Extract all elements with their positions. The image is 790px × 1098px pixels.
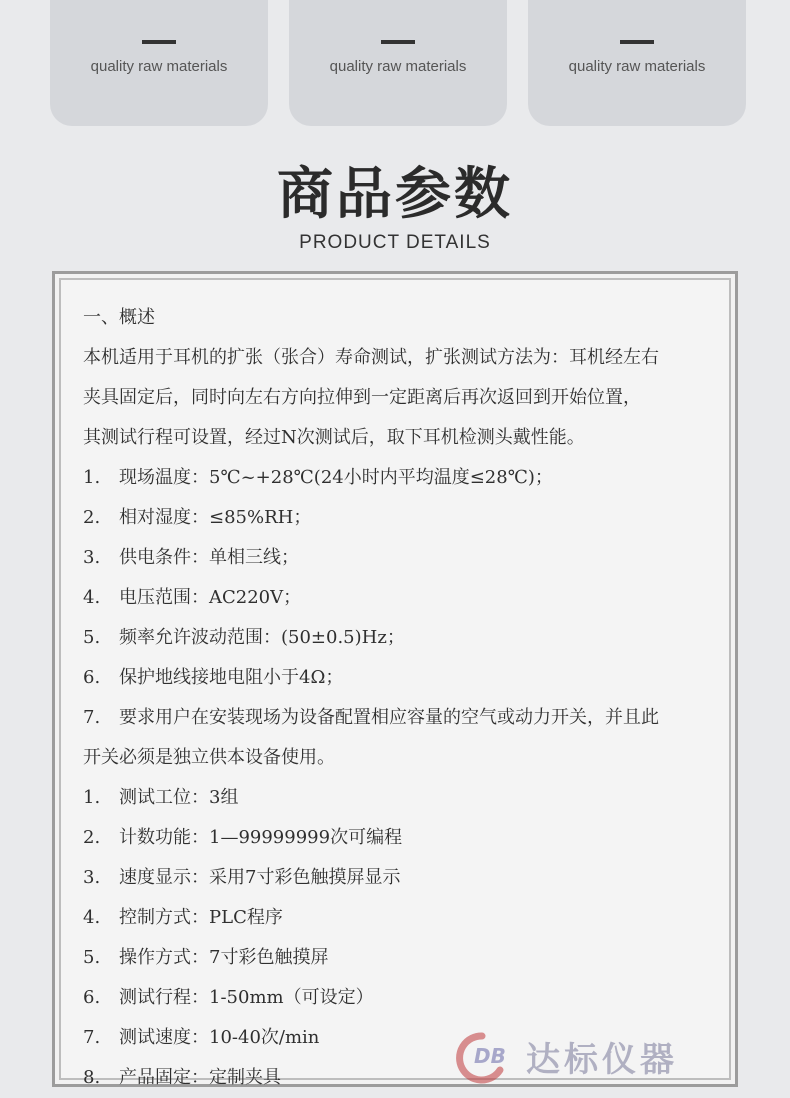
list-item-number: 7. xyxy=(83,707,101,728)
details-frame xyxy=(52,271,738,1087)
brand-logo-text: DB xyxy=(474,1044,506,1068)
spec-item-number: 4. xyxy=(83,907,101,928)
feature-card-title xyxy=(50,0,268,12)
brand-logo-icon xyxy=(452,1030,522,1080)
section-subtitle: PRODUCT DETAILS xyxy=(299,232,491,253)
list-item-text: 保护地线接地电阻小于4Ω； xyxy=(119,667,344,688)
list-item xyxy=(83,538,723,578)
list-item-number: 1. xyxy=(83,467,101,488)
list-item-number: 6. xyxy=(83,667,101,688)
spec-item-text: 控制方式：PLC程序 xyxy=(119,907,283,928)
spec-item-number: 2. xyxy=(83,827,101,848)
feature-card-3 xyxy=(528,0,746,126)
spec-item-text: 速度显示：采用7寸彩色触摸屏显示 xyxy=(119,867,401,888)
list-item-number: 4. xyxy=(83,587,101,608)
divider-dash xyxy=(142,40,176,44)
spec-item-number: 1. xyxy=(83,787,101,808)
list-item-text: 现场温度：5℃~+28℃(24小时内平均温度≤28℃)； xyxy=(119,467,553,488)
feature-card-title xyxy=(289,0,507,12)
list-item-number: 3. xyxy=(83,547,101,568)
list-item-number: 5. xyxy=(83,627,101,648)
spec-item-text: 测试工位：3组 xyxy=(119,787,239,808)
feature-card-title xyxy=(528,0,746,12)
intro-line: 本机适用于耳机的扩张（张合）寿命测试，扩张测试方法为：耳机经左右 xyxy=(83,347,659,368)
spec-item-number: 6. xyxy=(83,987,101,1008)
brand-watermark-text: 达标仪器 xyxy=(526,1040,678,1080)
spec-item-text: 测试行程：1-50mm（可设定） xyxy=(119,987,374,1008)
spec-item xyxy=(83,858,723,898)
list-item xyxy=(83,458,723,498)
list-item-continuation: 开关必须是独立供本设备使用。 xyxy=(83,747,335,768)
feature-card-subtitle: quality raw materials xyxy=(329,58,467,75)
details-frame-inner xyxy=(59,278,731,1088)
spec-item xyxy=(83,818,723,858)
divider-dash xyxy=(381,40,415,44)
spec-item-number: 7. xyxy=(83,1027,101,1048)
spec-item-text: 测试速度：10-40次/min xyxy=(119,1027,320,1048)
list-item xyxy=(83,658,723,698)
spec-item xyxy=(83,978,723,1018)
list-item-text: 电压范围：AC220V； xyxy=(119,587,302,608)
feature-card-subtitle: quality raw materials xyxy=(90,58,228,75)
feature-card-subtitle: quality raw materials xyxy=(568,58,706,75)
details-heading: 一、概述 xyxy=(83,307,155,328)
brand-watermark xyxy=(452,1030,712,1080)
spec-item-text: 计数功能：1—99999999次可编程 xyxy=(119,827,403,848)
spec-item-number: 8. xyxy=(83,1067,101,1088)
list-item-text: 频率允许波动范围：(50±0.5)Hz； xyxy=(119,627,405,648)
feature-card-2 xyxy=(289,0,507,126)
intro-line: 其测试行程可设置，经过N次测试后，取下耳机检测头戴性能。 xyxy=(83,427,585,448)
feature-card-1 xyxy=(50,0,268,126)
list-item xyxy=(83,498,723,538)
list-item xyxy=(83,578,723,618)
spec-item xyxy=(83,938,723,978)
list-item-text: 要求用户在安装现场为设备配置相应容量的空气或动力开关，并且此 xyxy=(119,707,659,728)
spec-item-text: 操作方式：7寸彩色触摸屏 xyxy=(119,947,329,968)
spec-item-number: 3. xyxy=(83,867,101,888)
spec-item-text: 产品固定：定制夹具 xyxy=(119,1067,281,1088)
spec-item xyxy=(83,778,723,818)
details-content xyxy=(83,298,723,1098)
spec-item xyxy=(83,898,723,938)
section-title: 商品参数 xyxy=(277,162,513,227)
list-item-text: 供电条件：单相三线； xyxy=(119,547,299,568)
list-item xyxy=(83,618,723,658)
intro-line: 夹具固定后，同时向左右方向拉伸到一定距离后再次返回到开始位置， xyxy=(83,387,641,408)
list-item-text: 相对湿度：≤85%RH； xyxy=(119,507,312,528)
divider-dash xyxy=(620,40,654,44)
list-item xyxy=(83,698,723,738)
list-item-number: 2. xyxy=(83,507,101,528)
spec-item-number: 5. xyxy=(83,947,101,968)
